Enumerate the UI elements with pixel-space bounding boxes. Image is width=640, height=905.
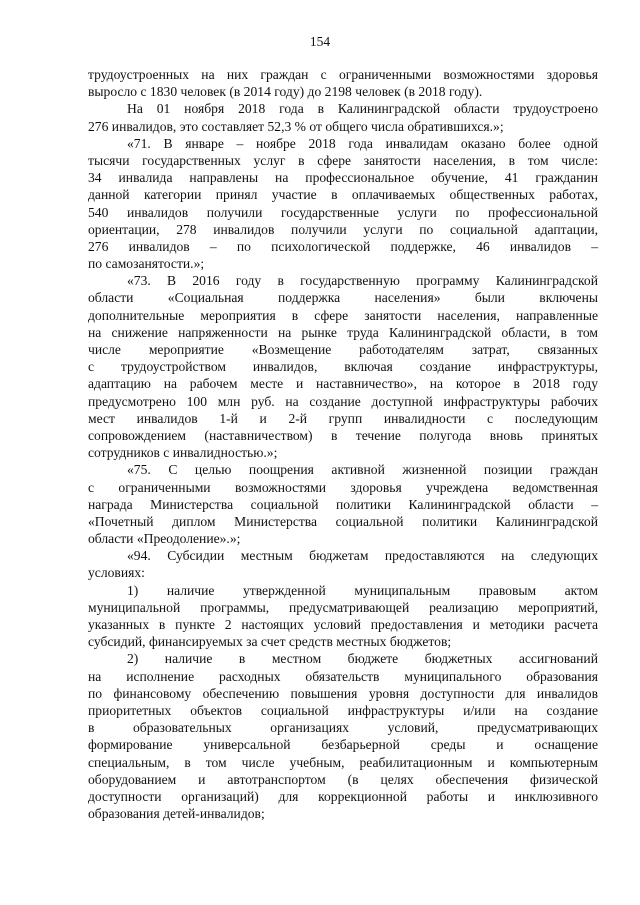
text-line: по самозанятости.»; bbox=[88, 256, 205, 272]
text-line: «94. Субсидии местным бюджетам предоставляются на следующих bbox=[127, 548, 598, 564]
text-line: формирование универсальной безбарьерной среды и оснащение bbox=[88, 737, 598, 753]
text-line: условиях: bbox=[88, 565, 145, 581]
text-line: данной категории принял участие в оплачиваемых общественных работах, bbox=[88, 187, 598, 203]
text-line: На 01 ноября 2018 года в Калининградской области трудоустроено bbox=[127, 101, 598, 117]
text-line: области «Социальная поддержка населения» были включены bbox=[88, 290, 598, 306]
text-line: на исполнение расходных обязательств муниципального образования bbox=[88, 668, 598, 684]
text-line: доступности организаций) для коррекционной работы и инклюзивного bbox=[88, 788, 598, 804]
text-line: 1) наличие утвержденной муниципальным правовым актом bbox=[127, 582, 598, 598]
text-line: 2) наличие в местном бюджете бюджетных ассигнований bbox=[127, 651, 598, 667]
text-line: на снижение напряженности на рынке труда Калининградской области, в том bbox=[88, 324, 598, 340]
text-line: образования детей-инвалидов; bbox=[88, 806, 265, 822]
text-line: «Почетный диплом Министерства социальной политики Калининградской bbox=[88, 513, 598, 529]
text-line: с ограниченными возможностями здоровья учреждена ведомственная bbox=[88, 479, 598, 495]
text-line: указанных в пункте 2 настоящих условий предоставления и методики расчета bbox=[88, 617, 598, 632]
text-line: числе мероприятие «Возмещение работодателям затрат, связанных bbox=[88, 342, 598, 357]
text-line: с трудоустройством инвалидов, включая создание инфраструктуры, bbox=[88, 359, 598, 375]
text-line: дополнительные мероприятия в сфере занятости населения, направленные bbox=[88, 307, 598, 323]
text-line: тысячи государственных услуг в сфере занятости населения, в том числе: bbox=[88, 152, 598, 168]
text-line: адаптацию на рабочем месте и наставничество», на которое в 2018 году bbox=[88, 376, 598, 392]
text-line: в образовательных организациях условий, предусматривающих bbox=[88, 720, 598, 736]
text-line: мест инвалидов 1-й и 2-й групп инвалидности с последующим bbox=[88, 410, 598, 426]
text-line: награда Министерства социальной политики Калининградской области – bbox=[88, 496, 598, 512]
text-line: предусмотрено 100 млн руб. на создание доступной инфраструктуры рабочих bbox=[88, 393, 598, 409]
text-line: муниципальной программы, предусматривающей реализацию мероприятий, bbox=[88, 599, 598, 615]
text-line: сопровождением (наставничеством) в течение полугода вновь принятых bbox=[88, 427, 598, 443]
text-line: выросло с 1830 человек (в 2014 году) до 2198 человек (в 2018 году). bbox=[88, 84, 483, 100]
text-line: 34 инвалида направлены на профессиональное обучение, 41 гражданин bbox=[88, 170, 598, 186]
text-line: 276 инвалидов, это составляет 52,3 % от общего числа обратившихся.»; bbox=[88, 118, 504, 134]
text-line: трудоустроенных на них граждан с ограниченными возможностями здоровья bbox=[88, 67, 598, 82]
text-line: «71. В январе – ноябре 2018 года инвалидам оказано более одной bbox=[127, 135, 598, 151]
text-line: сотрудников с инвалидностью.»; bbox=[88, 445, 278, 461]
text-line: «73. В 2016 году в государственную программу Калининградской bbox=[127, 273, 598, 289]
text-line: оборудованием и автотранспортом (в целях обеспечения физической bbox=[88, 771, 598, 787]
text-line: приоритетных объектов социальной инфраструктуры и/или на создание bbox=[88, 702, 598, 718]
text-line: области «Преодоление».»; bbox=[88, 531, 241, 547]
text-line: ориентации, 278 инвалидов получили услуги по социальной адаптации, bbox=[88, 221, 598, 237]
text-line: специальным, в том числе учебным, реабилитационным и компьютерным bbox=[88, 754, 598, 770]
page-number: 154 bbox=[309, 34, 331, 49]
text-line: по финансовому обеспечению повышения уровня доступности для инвалидов bbox=[88, 685, 598, 701]
text-line: 276 инвалидов – по психологической поддержке, 46 инвалидов – bbox=[88, 238, 598, 254]
text-line: «75. С целью поощрения активной жизненной позиции граждан bbox=[127, 462, 598, 478]
text-line: 540 инвалидов получили государственные услуги по профессиональной bbox=[88, 204, 598, 220]
document-body bbox=[88, 66, 598, 822]
text-line: субсидий, финансируемых за счет средств местных бюджетов; bbox=[88, 634, 452, 650]
